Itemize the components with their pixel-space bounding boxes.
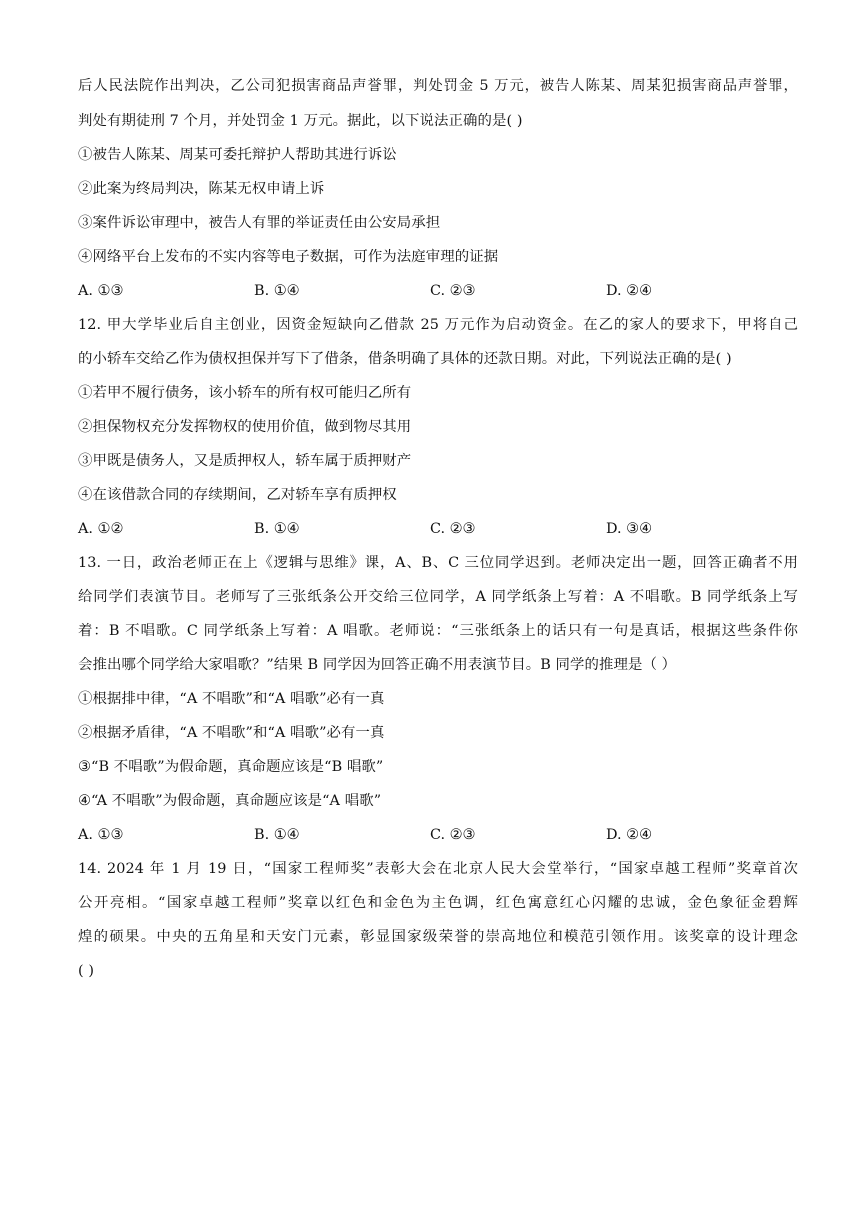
q12-option-b: B. ①④ — [254, 521, 300, 537]
q13-statement-1: ①根据排中律，“A 不唱歌”和“A 唱歌”必有一真 — [78, 691, 385, 707]
q13-stem-line-2: 给同学们表演节目。老师写了三张纸条公开交给三位同学，A 同学纸条上写着：A 不唱歌。B 同学纸条上写 — [78, 589, 798, 605]
q11-statement-3: ③案件诉讼审理中，被告人有罪的举证责任由公安局承担 — [78, 215, 441, 231]
q12-option-c: C. ②③ — [430, 521, 476, 537]
q12-statement-4: ④在该借款合同的存续期间，乙对轿车享有质押权 — [78, 487, 397, 503]
q12-statement-1: ①若甲不履行债务，该小轿车的所有权可能归乙所有 — [78, 385, 412, 401]
q12-option-a: A. ①② — [78, 521, 124, 537]
q13-option-a: A. ①③ — [78, 827, 124, 843]
q14-stem-line-2: 公开亮相。“国家卓越工程师”奖章以红色和金色为主色调，红色寓意红心闪耀的忠诚，金色象征金碧辉 — [78, 895, 798, 911]
q13-option-b: B. ①④ — [254, 827, 300, 843]
q12-statement-2: ②担保物权充分发挥物权的使用价值，做到物尽其用 — [78, 419, 412, 435]
q11-option-a: A. ①③ — [78, 283, 124, 299]
q13-statement-4: ④“A 不唱歌”为假命题，真命题应该是“A 唱歌” — [78, 793, 382, 809]
q12-stem-line-1: 12. 甲大学毕业后自主创业，因资金短缺向乙借款 25 万元作为启动资金。在乙的家人的要求下，甲将自己 — [78, 317, 798, 333]
q13-statement-2: ②根据矛盾律，“A 不唱歌”和“A 唱歌”必有一真 — [78, 725, 385, 741]
q13-option-d: D. ②④ — [606, 827, 652, 843]
q12-stem-line-2: 的小轿车交给乙作为债权担保并写下了借条，借条明确了具体的还款日期。对此，下列说法正确的是( ) — [78, 351, 732, 367]
q11-statement-1: ①被告人陈某、周某可委托辩护人帮助其进行诉讼 — [78, 147, 397, 163]
q13-option-c: C. ②③ — [430, 827, 476, 843]
q11-option-b: B. ①④ — [254, 283, 300, 299]
q13-stem-line-1: 13. 一日，政治老师正在上《逻辑与思维》课，A、B、C 三位同学迟到。老师决定出一题，回答正确者不用 — [78, 555, 798, 571]
q13-statement-3: ③“B 不唱歌”为假命题，真命题应该是“B 唱歌” — [78, 759, 384, 775]
q13-stem-line-4: 会推出哪个同学给大家唱歌？”结果 B 同学因为回答正确不用表演节目。B 同学的推理是（ ） — [78, 657, 677, 673]
q11-stem-line-2: 判处有期徒刑 7 个月，并处罚金 1 万元。据此，以下说法正确的是( ) — [78, 113, 523, 129]
q11-statement-4: ④网络平台上发布的不实内容等电子数据，可作为法庭审理的证据 — [78, 249, 499, 265]
q11-option-c: C. ②③ — [430, 283, 476, 299]
q11-option-d: D. ②④ — [606, 283, 652, 299]
q11-statement-2: ②此案为终局判决，陈某无权申请上诉 — [78, 181, 325, 197]
q12-option-d: D. ③④ — [606, 521, 652, 537]
q13-stem-line-3: 着：B 不唱歌。C 同学纸条上写着：A 唱歌。老师说：“三张纸条上的话只有一句是真话，根据这些条件你 — [78, 623, 798, 639]
q14-stem-line-1: 14. 2024 年 1 月 19 日，“国家工程师奖”表彰大会在北京人民大会堂举行，“国家卓越工程师”奖章首次 — [78, 861, 798, 877]
q11-stem-line-1: 后人民法院作出判决，乙公司犯损害商品声誉罪，判处罚金 5 万元，被告人陈某、周某犯损害商品声誉罪， — [78, 78, 798, 94]
q12-statement-3: ③甲既是债务人，又是质押权人，轿车属于质押财产 — [78, 453, 412, 469]
q14-answer-blank: ( ) — [78, 963, 95, 979]
q14-stem-line-3: 煌的硕果。中央的五角星和天安门元素，彰显国家级荣誉的崇高地位和模范引领作用。该奖章的设计理念 — [78, 929, 798, 945]
